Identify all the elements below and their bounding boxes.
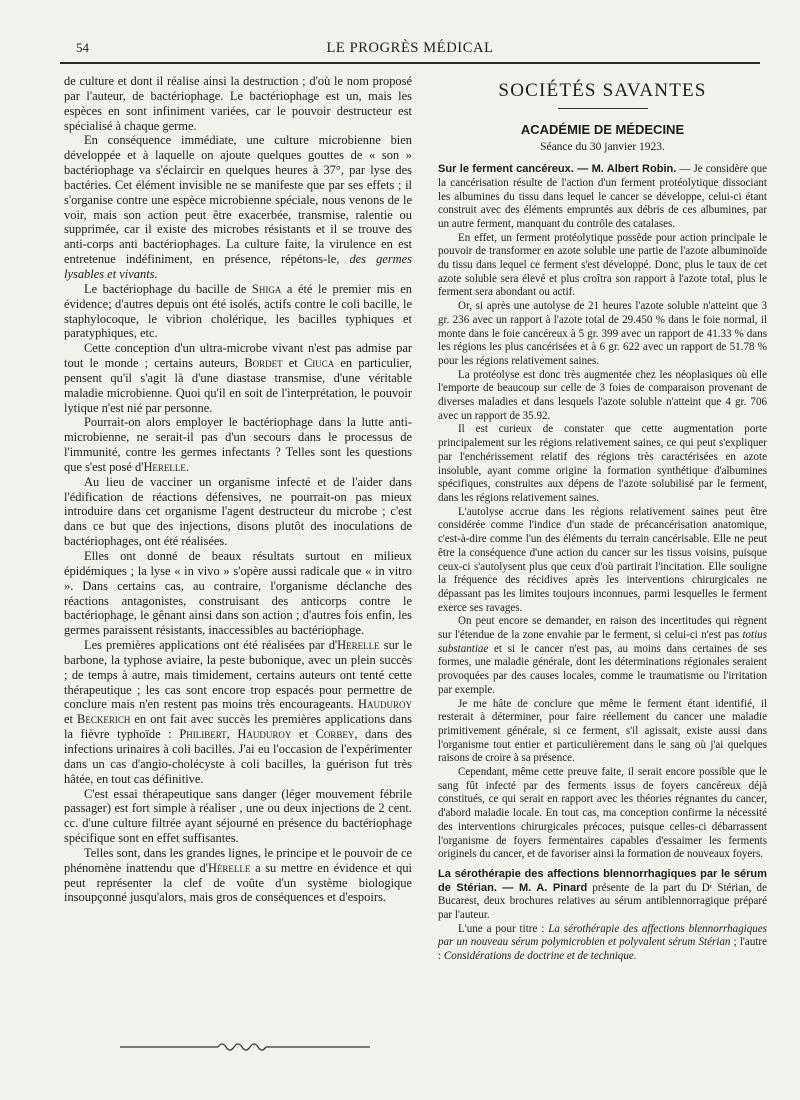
paragraph: L'une a pour titre : La sérothérapie des affections blennorrhagiques par un nouveau sérum polymicrobien et polyvalent sérum Stérian ; l'autre : Considérations de doctrine et de technique. <box>438 922 767 963</box>
paragraph: En effet, un ferment protéolytique possède pour action principale le pouvoir de transformer en azote soluble une partie de l'azote albuminoïde du tissu dans lequel ce ferment s'est développé. Donc, plus le taux de cet azote soluble sera élevé et plus croîtra son rapport à l'azote total, plus le ferment sera abondant ou actif. <box>438 231 767 299</box>
paragraph: Je me hâte de conclure que même le ferment étant identifié, il resterait à déterminer, pour faire réellement du cancer une maladie primitivement générale, si ce ferment, s'il agissait, existe aussi dans l'organisme tout entier et particulièrement dans le sang où j'ai quelques raisons de croire à sa présence. <box>438 697 767 765</box>
paragraph: En conséquence immédiate, une culture microbienne bien développée et à laquelle on ajoute quelques gouttes de « son » bactériophage va s'éclaircir en quelques heures à 37°, par lyse des bactéries. Cet élément invisible ne se manifeste que par ses effets ; il s'organise contre une espèce microbienne spéciale, nous venons de le voir, mais son action peut être exacerbée, transmise, ralentie ou supprimée, car il existe des microbes résistants et il se trouve des anti-corps anti bactériophages. La culture faite, la virulence en est entretenue indéfiniment, en présence, répétons-le, des germes lysables et vivants. <box>64 133 412 281</box>
header-rule <box>60 62 760 64</box>
paragraph: Sur le ferment cancéreux. — M. Albert Robin. — Je considère que la cancérisation résulte de l'action d'un ferment protéolytique dissociant les albumines du tissu dans lequel le cancer se développe, celui-ci étant construit avec des éléments empruntés aux débris de ces albumines, par un autre ferment, manquant du contrôle des catalases. <box>438 163 768 230</box>
left-column <box>64 74 412 905</box>
paragraph: Elles ont donné de beaux résultats surtout en milieux épidémiques ; la lyse « in vivo » s'opère aussi radicale que « in vitro ». Dans certains cas, au contraire, l'organisme déclanche des réactions antagonistes, construisant des anticorps contre le bactériophage, le gênant ainsi dans son action ; d'autres fois enfin, les germes paraissent résistants, inaccessibles au bactériophage. <box>64 549 412 638</box>
paragraph: On peut encore se demander, en raison des incertitudes qui règnent sur l'étendue de la zone envahie par le ferment, si celui-ci n'est pas totius substantiae et si le cancer n'est pas, au moins dans certaines de ses formes, une maladie générale, dont les déterminations régionales seraient provoquées par des causes locales, comme le traumatisme ou l'irritation par exemple. <box>438 615 768 696</box>
paragraph: L'autolyse accrue dans les régions relativement saines peut être considérée comme l'indice d'un stade de précancérisation anatomique, c'est-à-dire comme l'un des éléments du terrain cancérisable. Elle ne peut être la conséquence d'une action du cancer sur les tissus voisins, puisque ceux-ci s'autolysent plus que ceux d'où partirait l'incitation. Elle souligne la fréquence des récidives après les interventions chirurgicales ne dépassant pas les limites toujours inconnues, parmi lesquelles le ferment exerce ses ravages. <box>438 505 767 614</box>
section-title-rule <box>558 108 648 109</box>
article-heading: La sérothérapie des affections blennorrhagiques par le sérum de Stérian. — M. A. Pinard <box>438 867 767 894</box>
author-name: Corbey <box>315 727 355 742</box>
right-column <box>438 80 768 964</box>
paragraph: Au lieu de vacciner un organisme infecté et de l'aider dans l'édification de réactions défensives, ne pourrait-on pas mieux introduire dans cet organisme l'agent destructeur du microbe ; c'est dans ce but que des injections, disons plutôt des inoculations de bactériophages, ont été réalisées. <box>64 474 412 549</box>
paragraph: Les premières applications ont été réalisées par d'Herelle sur le barbone, la typhose aviaire, la peste bubonique, avec un plein succès ; de temps à autre, mais timidement, certains auteurs ont tenté cette thérapeutique ; les cas sont encore trop espacés pour permettre de conclure mais n'en restent pas moins très encourageants. Hauduroy et Beckerich en ont fait avec succès les premières applications dans la fièvre typhoïde : Philibert, Hauduroy et Corbey, dans des infections urinaires à coli bacilles. J'ai eu l'occasion de l'expérimenter dans un cas d'angio-cholécyste à coli bacilles, la guérison fut très hâtée, en tout cas définitive. <box>64 638 413 786</box>
page-header <box>60 40 760 62</box>
author-name: Philibert, Hauduroy <box>179 727 292 742</box>
paragraph: Il est curieux de constater que cette augmentation porte principalement sur les régions relativement saines, ce qui peut s'expliquer par l'enchérissement relatif des régions très caractérisées en azote insoluble, ayant comme origine la formation synthétique d'albumines spécifiques, construites aux dépens de l'azote solubilisé par le ferment, dans les régions relativement saines. <box>438 423 767 504</box>
author-name: Hauduroy <box>358 697 413 712</box>
author-name: Herelle <box>337 638 380 653</box>
author-name: Ciuca <box>303 356 335 371</box>
author-name: Hérelle <box>207 860 251 875</box>
paragraph: Telles sont, dans les grandes lignes, le principe et le pouvoir de ce phénomène inattendu que d'Hérelle a su mettre en évidence et qui peut représenter la clef de voûte d'un système biologique insoupçonné jusqu'alors, mais gros de conséquences et d'espoirs. <box>64 845 413 905</box>
academy-title: ACADÉMIE DE MÉDECINE <box>520 121 685 137</box>
author-name: Bordet <box>244 356 283 371</box>
author-name: Beckerich <box>77 712 131 727</box>
paragraph: La sérothérapie des affections blennorrhagiques par le sérum de Stérian. — M. A. Pinard présente de la part du Dʳ Stérian, de Bucarest, deux brochures relatives au sérum antiblennorragique préparé par l'auteur. <box>438 867 767 922</box>
paragraph: Or, si après une autolyse de 21 heures l'azote soluble n'atteint que 3 gr. 236 avec un rapport à l'azote total de 29.450 % dans le foie normal, il monte dans le foie cancéreux à 5 gr. 399 avec un rapport de 41.33 % dans les régions les plus cancérisées et à 6 gr. 622 avec un rapport de 51.78 % pour les régions relativement saines. <box>438 300 767 367</box>
section-title: SOCIÉTÉS SAVANTES <box>498 80 707 101</box>
paragraph: Pourrait-on alors employer le bactériophage dans la lutte anti-microbienne, ne serait-il pas d'un secours dans le processus de l'immunité, contre les germes infectants ? Telles sont les questions que s'est posé d'Herelle. <box>64 415 412 474</box>
page-number: 54 <box>76 40 89 55</box>
paragraph: de culture et dont il réalise ainsi la destruction ; d'où le nom proposé par l'auteur, de bactériophage. Le bactériophage est un, mais les espèces en sont infiniment variées, car le pouvoir destructeur est spécialisé à chaque germe. <box>64 74 412 133</box>
running-title: LE PROGRÈS MÉDICAL <box>326 40 494 56</box>
paragraph: La protéolyse est donc très augmentée chez les néoplasiques où elle l'emporte de beaucoup sur celle de 3 foies de comparaison provenant de diverses maladies et dans lesquels l'azote soluble n'atteint que 4 gr. 706 avec un rapport de 35.92. <box>438 368 767 422</box>
paragraph: Le bactériophage du bacille de Shiga a été le premier mis en évidence; d'autres depuis ont été isolés, actifs contre le coli bacille, le staphylocoque, le vibrion cholérique, les bacilles typhiques et paratyphiques, etc. <box>64 281 412 341</box>
paragraph: Cependant, même cette preuve faite, il serait encore possible que le sang fût infecté par des ferments issus de foyers cancéreux déjà constitués, ce qui serait en rapport avec les théories régnantes du cancer, d'abord maladie locale. En tout cas, ma conception confirme la nécessité des interventions chirurgicales précoces, puisque celles-ci débarrassent l'organisme de foyers fermentaires capables d'essaimer les ferments originels du cancer, et de favoriser ainsi la formation de nouveaux foyers. <box>438 766 767 861</box>
author-name: Shiga <box>251 281 282 296</box>
session-date: Séance du 30 janvier 1923. <box>540 141 665 154</box>
paragraph: Cette conception d'un ultra-microbe vivant n'est pas admise par tout le monde ; certains auteurs, Bordet et Ciuca en particulier, pensent qu'il s'agit là d'une diastase transmise, d'une véritable maladie microbienne. Quoi qu'il en soit de l'interprétation, le pouvoir lytique n'est nié par personne. <box>64 341 413 415</box>
paragraph: C'est essai thérapeutique sans danger (léger mouvement fébrile passager) est fort simple à réaliser , une ou deux injections de 2 cent. cc. d'une culture filtrée ayant séjourné en présence du bactériophage spécifique sont en effet suffisantes. <box>64 786 412 846</box>
author-name: Herelle <box>143 459 186 474</box>
end-ornament <box>120 1040 370 1054</box>
article-heading: Sur le ferment cancéreux. — M. Albert Robin. <box>438 163 677 176</box>
